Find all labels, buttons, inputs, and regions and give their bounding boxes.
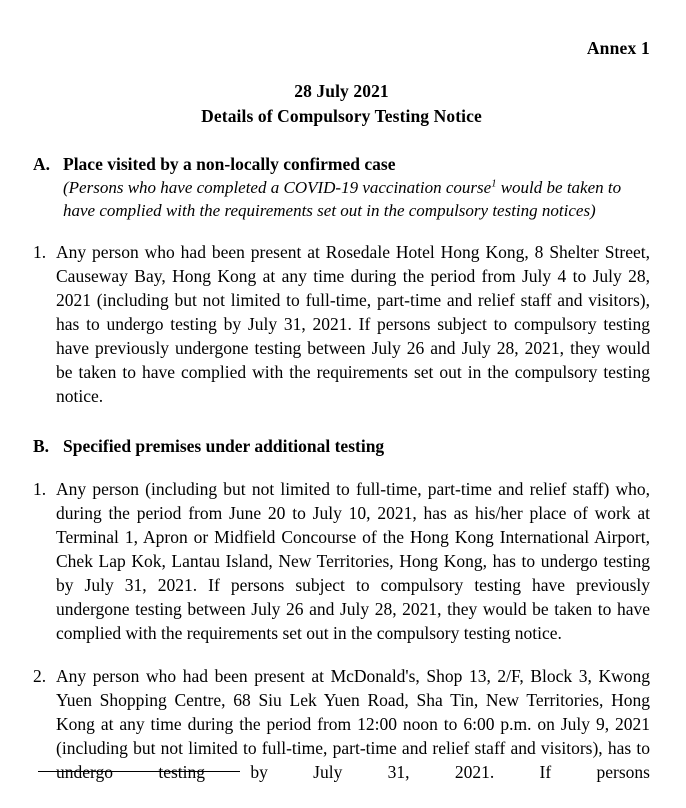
footnote-separator bbox=[38, 771, 240, 772]
paragraph-number: 1. bbox=[33, 242, 47, 262]
section-a-note-part2: would be taken to have complied with the requirements set out in the compulsory testing notices) bbox=[63, 178, 622, 220]
section-a-note-part1: (Persons who have completed a COVID-19 vaccination course bbox=[63, 178, 492, 197]
paragraph-text: Any person who had been present at McDonald's, Shop 13, 2/F, Block 3, Kwong Yuen Shopping Centre, 68 Siu Lek Yuen Road, Sha Tin, New Territories, Hong Kong at any time during the period from 12:00 noon to 6:00 p.m. on July 9, 2021 (including but not limited to full-time, part-time and relief staff and visitors), has to undergo testing by July 31, 2021. If persons bbox=[56, 666, 650, 782]
section-b bbox=[33, 435, 650, 808]
list-item bbox=[33, 664, 650, 808]
section-a-title: Place visited by a non-locally confirmed case bbox=[63, 154, 396, 174]
section-b-title: Specified premises under additional testing bbox=[63, 436, 385, 456]
paragraph-text: Any person (including but not limited to full-time, part-time and relief staff) who, during the period from June 20 to July 10, 2021, has as his/her place of work at Terminal 1, Apron or Midfield Concourse of the Hong Kong International Airport, Chek Lap Kok, Lantau Island, New Territories, Hong Kong, has to undergo testing by July 31, 2021. If persons subject to compulsory testing have previously undergone testing between July 26 and July 28, 2021, they would be taken to have complied with the requirements set out in the compulsory testing notice. bbox=[56, 479, 650, 643]
section-b-letter: B. bbox=[33, 436, 50, 456]
paragraph-number: 1. bbox=[33, 479, 47, 499]
paragraph-number: 2. bbox=[33, 666, 47, 686]
page-title: Details of Compulsory Testing Notice bbox=[201, 106, 482, 126]
footnote-marker-1: 1 bbox=[491, 178, 497, 190]
annex-label: Annex 1 bbox=[586, 38, 650, 58]
list-item bbox=[33, 240, 650, 408]
list-item bbox=[33, 477, 650, 645]
section-a-heading bbox=[33, 153, 650, 176]
document-title-block bbox=[33, 79, 650, 129]
section-a-note bbox=[63, 176, 650, 222]
section-a bbox=[33, 153, 650, 408]
section-b-heading bbox=[33, 435, 650, 458]
document-date: 28 July 2021 bbox=[294, 81, 389, 101]
paragraph-text: Any person who had been present at Rosedale Hotel Hong Kong, 8 Shelter Street, Causeway Bay, Hong Kong at any time during the period from July 4 to July 28, 2021 (including but not limited to full-time, part-time and relief staff and visitors), has to undergo testing by July 31, 2021. If persons subject to compulsory testing have previously undergone testing between July 26 and July 28, 2021, they would be taken to have complied with the requirements set out in the compulsory testing notice. bbox=[56, 242, 650, 406]
section-a-letter: A. bbox=[33, 154, 51, 174]
